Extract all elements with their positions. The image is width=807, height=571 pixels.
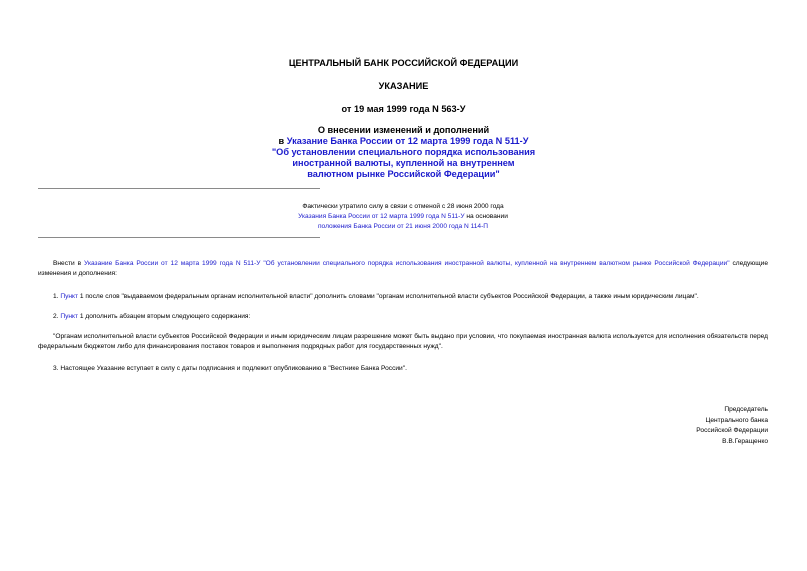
title-line-1: О внесении изменений и дополнений bbox=[317, 125, 490, 135]
signature-block bbox=[696, 405, 768, 447]
signatory-title-line-3: Российской Федерации bbox=[696, 427, 768, 435]
status-note-basis: на основании bbox=[464, 213, 508, 220]
status-note-line-1: Фактически утратило силу в связи с отменой с 28 июня 2000 года bbox=[302, 203, 504, 210]
divider-bottom bbox=[38, 237, 320, 238]
item-1-number: 1. bbox=[53, 293, 61, 300]
item-1-point-link[interactable]: Пункт bbox=[60, 293, 79, 300]
intro-decree-link[interactable]: Указание Банка России от 12 марта 1999 года N 511-У "Об установлении специального порядка использования иностранной валюты, купленной на внутреннем валютном рынке Российской Федерации" bbox=[84, 260, 730, 267]
status-note-link-regulation[interactable]: положения Банка России от 21 июня 2000 года N 114-П bbox=[317, 223, 489, 230]
status-note-line-2 bbox=[200, 212, 606, 222]
item-2-point-link[interactable]: Пункт bbox=[60, 313, 79, 320]
signatory-title-line-1: Председатель bbox=[724, 406, 768, 413]
title-quote-line-2[interactable]: иностранной валюты, купленной на внутреннем bbox=[292, 158, 515, 168]
title-quote-line-1[interactable]: "Об установлении специального порядка использования bbox=[271, 147, 536, 157]
quoted-amendment-paragraph: "Органам исполнительной власти субъектов Российской Федерации и иным юридическим лицам разрешение может быть выдано при условии, что покупаемая иностранная валюта используется для исполнения обязательств перед федеральным бюджетом либо для финансирования поставок товаров и выполнения подрядных работ для государственных нужд". bbox=[38, 333, 768, 350]
intro-suffix: следующие изменения и дополнения: bbox=[38, 260, 768, 277]
issuer-heading: ЦЕНТРАЛЬНЫЙ БАНК РОССИЙСКОЙ ФЕДЕРАЦИИ bbox=[288, 58, 519, 68]
document-title bbox=[0, 125, 807, 180]
status-note-link-decree[interactable]: Указания Банка России от 12 марта 1999 года N 511-У bbox=[298, 213, 465, 220]
document-type: УКАЗАНИЕ bbox=[378, 81, 429, 91]
title-line-2 bbox=[0, 136, 807, 147]
divider-top bbox=[38, 188, 320, 189]
referenced-decree-link[interactable]: Указание Банка России от 12 марта 1999 года N 511-У bbox=[286, 136, 529, 146]
signatory-name: В.В.Геращенко bbox=[722, 437, 768, 445]
intro-paragraph bbox=[38, 259, 768, 278]
document-date-number: от 19 мая 1999 года N 563-У bbox=[341, 104, 466, 114]
item-1-text: 1 после слов "выдаваемом федеральным органам исполнительной власти" дополнить словами "органам исполнительной власти субъектов Российской Федерации, а также иным юридическим лицам". bbox=[78, 293, 699, 300]
title-prefix: в bbox=[278, 136, 287, 146]
item-2-number: 2. bbox=[53, 313, 61, 320]
item-2-text: 1 дополнить абзацем вторым следующего содержания: bbox=[78, 313, 251, 320]
item-2-paragraph bbox=[38, 312, 768, 322]
intro-prefix: Внести в bbox=[53, 260, 85, 267]
status-note bbox=[200, 202, 606, 232]
item-3-paragraph: 3. Настоящее Указание вступает в силу с даты подписания и подлежит опубликованию в "Вестнике Банка России". bbox=[53, 365, 407, 372]
item-1-paragraph bbox=[38, 292, 768, 302]
title-quote-line-3[interactable]: валютном рынке Российской Федерации" bbox=[307, 169, 500, 179]
signatory-title-line-2: Центрального банка bbox=[705, 416, 768, 424]
